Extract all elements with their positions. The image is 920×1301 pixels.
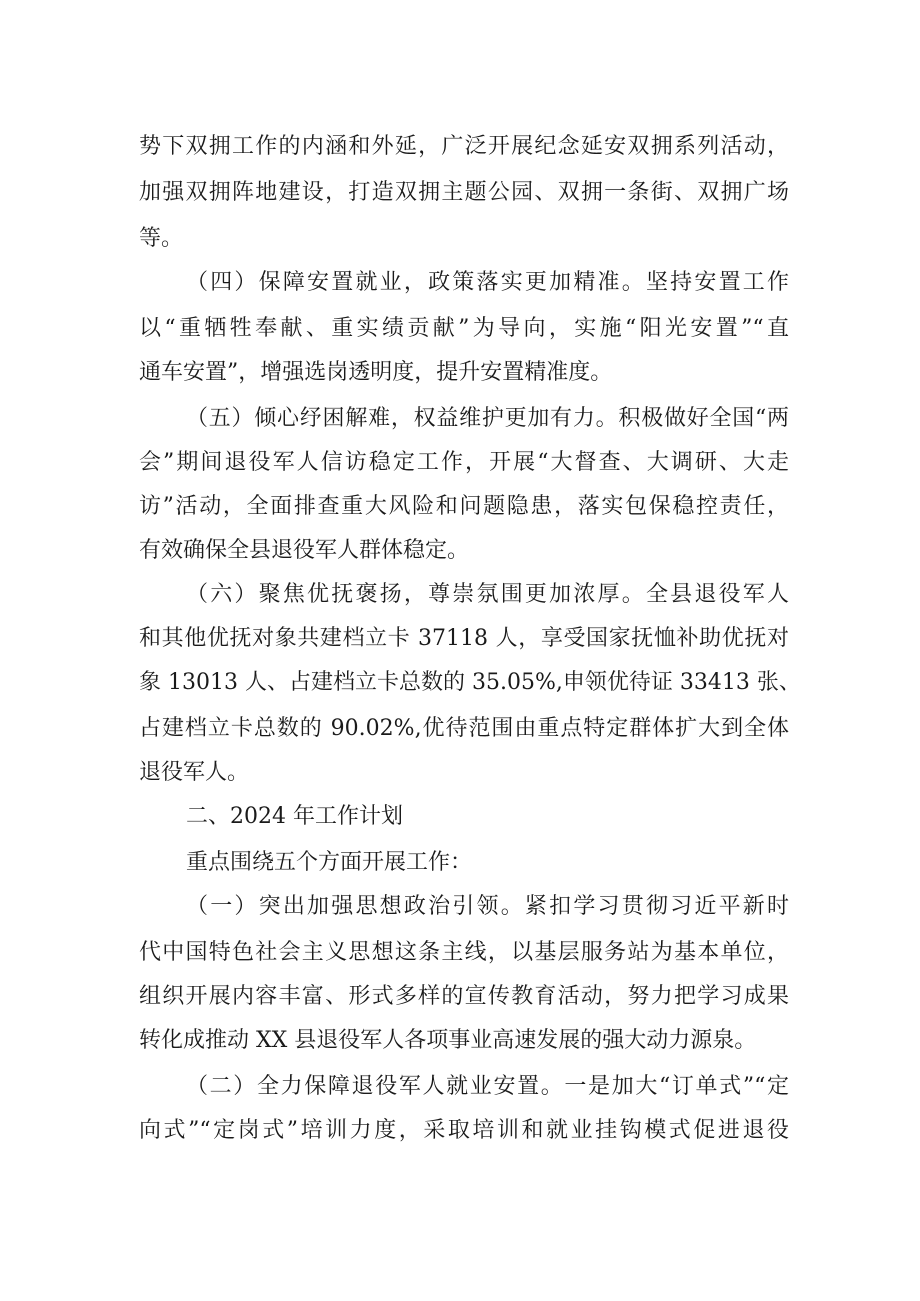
text-line: 转化成推动 XX 县退役军人各项事业高速发展的强大动力源泉。 xyxy=(139,1028,757,1053)
text-line: 组织开展内容丰富、形式多样的宣传教育活动，努力把学习成果 xyxy=(139,984,789,1009)
text-line: 通车安置”，增强选岗透明度，提升安置精准度。 xyxy=(139,360,613,385)
text-line: （一）突出加强思想政治引领。紧扣学习贯彻习近平新时 xyxy=(186,894,789,919)
text-line: 访”活动，全面排查重大风险和问题隐患，落实包保稳控责任， xyxy=(139,494,789,519)
section-heading: 二、2024 年工作计划 xyxy=(186,804,403,829)
text-line: 代中国特色社会主义思想这条主线，以基层服务站为基本单位， xyxy=(139,940,789,965)
text-line: （五）倾心纾困解难，权益维护更加有力。积极做好全国“两 xyxy=(186,406,789,431)
text-line: 等。 xyxy=(139,226,184,251)
text-line: 象 13013 人、占建档立卡总数的 35.05%,申领优待证 33413 张、 xyxy=(139,670,801,695)
text-line: （二）全力保障退役军人就业安置。一是加大“订单式”“定 xyxy=(186,1074,789,1099)
text-line: 加强双拥阵地建设，打造双拥主题公园、双拥一条街、双拥广场 xyxy=(139,180,789,205)
text-line: （四）保障安置就业，政策落实更加精准。坚持安置工作 xyxy=(186,270,789,295)
text-line: 以“重牺牲奉献、重实绩贡献”为导向，实施“阳光安置”“直 xyxy=(139,316,789,341)
text-line: 势下双拥工作的内涵和外延，广泛开展纪念延安双拥系列活动， xyxy=(139,134,789,159)
text-line: 会”期间退役军人信访稳定工作，开展“大督查、大调研、大走 xyxy=(139,450,789,475)
text-line: 有效确保全县退役军人群体稳定。 xyxy=(139,538,470,563)
text-line: 退役军人。 xyxy=(139,760,250,785)
text-line: （六）聚焦优抚褒扬，尊崇氛围更加浓厚。全县退役军人 xyxy=(186,582,789,607)
text-line: 占建档立卡总数的 90.02%,优待范围由重点特定群体扩大到全体 xyxy=(139,716,789,741)
text-line: 和其他优抚对象共建档立卡 37118 人，享受国家抚恤补助优抚对 xyxy=(139,626,789,651)
text-line: 向式”“定岗式”培训力度，采取培训和就业挂钩模式促进退役 xyxy=(139,1118,789,1143)
text-line: 重点围绕五个方面开展工作： xyxy=(186,850,473,875)
